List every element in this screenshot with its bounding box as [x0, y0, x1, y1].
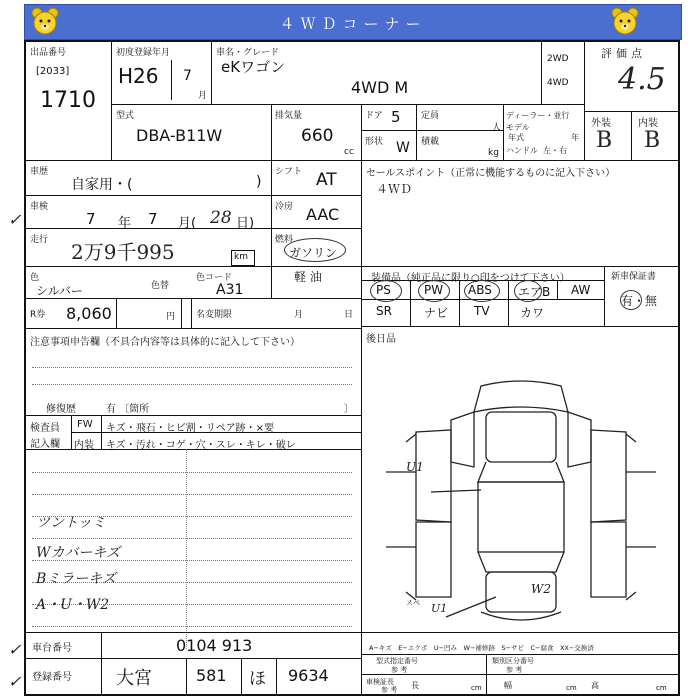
recycle-value: 8,060 — [66, 304, 112, 323]
rear-seat-label: 後日品 — [366, 334, 396, 345]
plate-number: 9634 — [288, 666, 329, 685]
capacity-label: 定員 — [421, 111, 440, 121]
displacement-label: 排気量 — [275, 111, 303, 121]
sales-label: セールスポイント（正常に機能するものに記入下さい） — [366, 168, 616, 179]
width-unit: cm — [566, 684, 577, 692]
equip-ps-circle — [370, 280, 402, 302]
name-change-label: 名変期限 — [196, 310, 233, 320]
recycle-unit: 円 — [166, 312, 176, 322]
inspector-row2-text: キズ・汚れ・コゲ・穴・スレ・キレ・破レ — [106, 440, 296, 451]
dealer-year-label: 年式 — [508, 133, 524, 142]
exterior-value: B — [596, 128, 613, 153]
model-value: DBA-B11W — [136, 126, 223, 145]
registration-month: 7 — [183, 68, 192, 84]
color-code-label: 色コード — [196, 273, 233, 283]
interior-label: 内装 — [638, 118, 658, 129]
length-unit: cm — [471, 684, 482, 692]
history-label: 車歴 — [30, 167, 49, 177]
model-label: 型式 — [116, 111, 135, 121]
inspection-year: 7 — [86, 210, 96, 228]
registration-month-unit: 月 — [198, 91, 208, 101]
handle-options: 左・右 — [543, 146, 567, 155]
score-label: 評価点 — [601, 47, 646, 60]
inspector-row2-head: 内装 — [74, 440, 94, 451]
chassis-label: 車台番号 — [32, 643, 72, 654]
mileage-label: 走行 — [30, 235, 49, 245]
cert-length-label: 車検証長 — [366, 678, 394, 686]
equip-pw-circle — [418, 280, 450, 302]
height-label: 高 — [591, 681, 599, 690]
car-label: 車名・グレード — [216, 48, 280, 58]
inspection-day: 28 — [210, 208, 232, 228]
fuel-circle-mark — [284, 238, 346, 262]
remark-1: ツントッミ — [36, 515, 106, 531]
inspector-row1-head: FW — [77, 419, 93, 430]
inspector-label1: 検査員 — [30, 423, 60, 434]
lot-label: 出品番号 — [30, 48, 67, 58]
class-number-label: 類別区分番号 — [492, 657, 534, 665]
equip-sr: SR — [376, 304, 392, 318]
bear-mascot-left-icon — [30, 6, 60, 36]
car-damage-diagram — [386, 372, 656, 642]
header-title: ４ＷＤコーナー — [279, 15, 427, 33]
equip-aw: AW — [571, 283, 591, 297]
exterior-label: 外装 — [591, 118, 611, 129]
doors-label: ドア — [365, 111, 383, 121]
inspector-label2: 記入欄 — [30, 439, 60, 450]
length-label: 長 — [411, 681, 419, 690]
warranty-value: 有・無 — [621, 294, 658, 308]
remark-4: A・U・W2 — [36, 597, 110, 613]
model-spec-label: 型式指定番号 — [376, 657, 418, 665]
drive-opt1: 2WD — [547, 54, 569, 64]
equipment-label: 装備品（純正品に限り○印をつけて下さい） — [371, 273, 570, 284]
diagram-mark-note: スペ — [406, 599, 420, 607]
dealer-label: ディーラー・並行 — [506, 111, 570, 120]
recycle-label: R券 — [30, 310, 46, 320]
inspection-day-unit: 日) — [236, 216, 255, 231]
fuel-label: 燃料 — [275, 235, 294, 245]
registration-label: 初度登録年月 — [116, 48, 171, 58]
shape-label: 形状 — [365, 137, 384, 147]
capacity-unit: 人 — [492, 123, 502, 133]
fuel-diesel: 軽 油 — [294, 270, 322, 284]
header-bar — [24, 4, 682, 40]
side-check-1: ✓ — [8, 210, 22, 229]
equip-airbag-circle — [514, 280, 542, 302]
equip-navi: ナビ — [424, 306, 449, 320]
warranty-circle-mark — [620, 290, 642, 310]
inspection-month: 7 — [148, 210, 158, 228]
load-unit: kg — [488, 148, 499, 158]
equip-pw: PW — [424, 283, 444, 297]
drive-opt2: 4WD — [547, 78, 569, 88]
aircon-label: 冷房 — [275, 202, 294, 212]
history-value: 自家用・( — [71, 177, 133, 193]
inspection-label: 車検 — [30, 202, 49, 212]
model-spec-ref: 参 考 — [391, 666, 408, 674]
remark-3: Bミラーキズ — [36, 571, 117, 587]
plate-label: 登録番号 — [32, 672, 72, 683]
lot-sub: [2033] — [36, 66, 70, 77]
class-number-ref: 参 考 — [506, 666, 523, 674]
equip-leather: カワ — [520, 306, 545, 320]
color-change-label: 色替 — [151, 281, 170, 291]
color-code: A31 — [216, 282, 244, 298]
equip-abs-circle — [464, 280, 500, 302]
dealer-model-label: モデル — [506, 123, 530, 132]
width-label: 幅 — [504, 681, 512, 690]
plate-city: 大宮 — [116, 668, 152, 689]
mileage-unit: km — [234, 252, 248, 262]
aircon-value: AAC — [306, 205, 340, 224]
plate-class: 581 — [196, 666, 227, 685]
load-label: 積載 — [421, 137, 440, 147]
repair-label: 修復歴 — [46, 404, 76, 415]
diagram-mark-u1-rear: U1 — [431, 602, 448, 615]
diagram-mark-w2: W2 — [531, 582, 551, 596]
inspector-row1-text: キズ・飛石・ヒビ割・リペア跡・×要 — [106, 423, 274, 434]
equip-abs: ABS — [468, 283, 492, 297]
notes-label: 注意事項申告欄（不具合内容等は具体的に記入して下さい） — [30, 337, 300, 348]
repair-close: 〕 — [344, 404, 354, 415]
remark-2: Wカバーキズ — [36, 545, 121, 561]
sales-value: ４ＷＤ — [376, 182, 413, 196]
car-name: eKワゴン — [221, 58, 286, 76]
interior-value: B — [644, 128, 661, 153]
registration-era: H26 — [118, 64, 159, 88]
equip-tv: TV — [474, 304, 490, 318]
color-label: 色 — [30, 273, 40, 283]
damage-legend: A−キズ E−エクボ U−凹み W−補修跡 S−サビ C−腐食 XX−交換済 — [369, 644, 594, 652]
shift-label: シフト — [275, 167, 303, 177]
bear-mascot-right-icon — [610, 6, 640, 36]
name-change-day: 日 — [344, 310, 354, 320]
inspection-month-unit: 月( — [178, 216, 197, 231]
inspection-year-unit: 年 — [118, 216, 132, 231]
equip-airbag: エアB — [518, 285, 551, 299]
name-change-month: 月 — [294, 310, 304, 320]
equip-ps: PS — [376, 283, 391, 297]
plate-kana: ほ — [249, 669, 266, 689]
history-close: ) — [256, 174, 262, 190]
car-grade: 4WD M — [351, 78, 409, 97]
height-unit: cm — [656, 684, 667, 692]
lot-number: 1710 — [40, 88, 96, 113]
cert-length-ref: 参 考 — [381, 686, 398, 694]
warranty-label: 新車保証書 — [611, 272, 657, 282]
score-value: 4.5 — [618, 62, 666, 97]
displacement-unit: cc — [344, 147, 354, 157]
side-check-2: ✓ — [8, 640, 22, 659]
fuel-petrol: ガソリン — [289, 246, 338, 260]
side-check-3: ✓ — [8, 672, 22, 691]
doors-value: 5 — [391, 108, 401, 126]
chassis-value: 0104 913 — [176, 636, 253, 655]
dealer-year-unit: 年 — [571, 133, 579, 142]
mileage-value: 2万9千995 — [71, 240, 175, 264]
color-value: シルバー — [36, 284, 83, 298]
handle-label: ハンドル — [506, 146, 538, 155]
auction-sheet — [24, 40, 680, 696]
shape-value: W — [396, 140, 410, 156]
displacement-value: 660 — [301, 126, 334, 146]
shift-value: AT — [316, 170, 337, 190]
repair-value: 有 〔箇所 — [106, 404, 150, 415]
diagram-mark-u1: U1 — [406, 460, 424, 474]
